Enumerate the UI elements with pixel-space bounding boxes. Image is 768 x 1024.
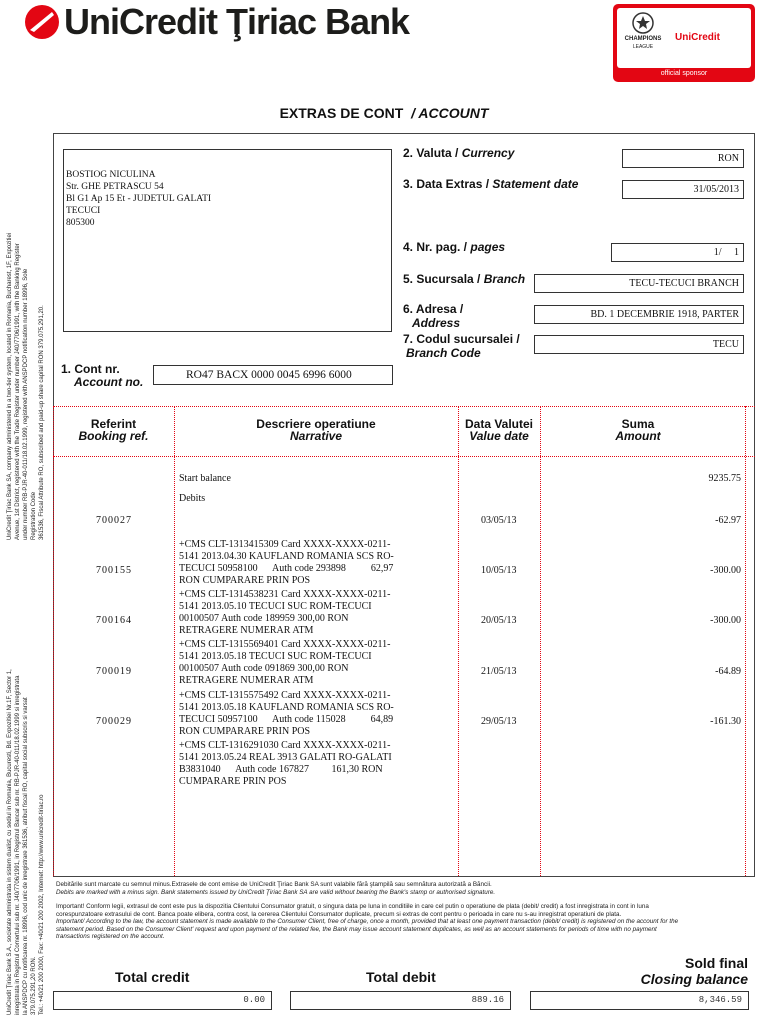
account-label: 1. Cont nr. Account no. <box>61 362 144 389</box>
debit-note: Debitările sunt marcate cu semnul minus.Extrasele de cont emise de UniCredit Ţiriac Bank SA sunt valabile fără ştampilă sau semnătura autorizată a Băncii. Debits are marked with a minus sign. Bank statements issued by UniCredit Ţiriac Bank SA are valid without bearing the Bank's stamp or authorised signature. <box>56 881 496 896</box>
table-header-rule <box>53 456 755 457</box>
sponsor-brand: UniCredit <box>675 32 720 43</box>
client-name: BOSTIOG NICULINA <box>66 170 156 180</box>
row-date: 29/05/13 <box>481 716 517 727</box>
bank-logo-icon <box>22 2 62 47</box>
row-ref: 700155 <box>96 565 132 576</box>
debits-label: Debits <box>179 493 206 504</box>
table-row <box>53 716 755 787</box>
header-booking-ref: Referint Booking ref. <box>78 417 149 443</box>
start-balance-amount: 9235.75 <box>708 473 741 484</box>
client-postcode: 805300 <box>66 218 95 228</box>
row-narrative: +CMS CLT-1313415309 Card XXXX-XXXX-0211- 5141 2013.04.30 KAUFLAND ROMANIA SCS RO- TECUCI 50958100 Auth code 293898 62,97 RON CUMPARARE PRIN POS <box>179 539 394 586</box>
header-amount: Suma Amount <box>615 417 661 443</box>
title-ro: EXTRAS DE CONT <box>279 105 404 121</box>
row-amount: -161.30 <box>710 716 741 727</box>
closing-balance-label: Sold final Closing balance <box>640 955 748 987</box>
total-credit-value: 0.00 <box>53 991 272 1010</box>
client-street: Str. GHE PETRASCU 54 <box>66 182 164 192</box>
row-narrative: +CMS CLT-1316291030 Card XXXX-XXXX-0211- 5141 2013.05.24 REAL 3913 GALATI RO-GALATI B3831040 Auth code 167827 161,30 RON CUMPARARE PRIN POS <box>179 740 392 787</box>
currency-value: RON <box>622 149 744 168</box>
row-ref: 700019 <box>96 666 132 677</box>
sponsor-caption: official sponsor <box>660 70 708 77</box>
row-amount: -64.89 <box>715 666 741 677</box>
row-amount: -300.00 <box>710 615 741 626</box>
row-ref: 700027 <box>96 515 132 526</box>
total-debit-value: 889.16 <box>290 991 511 1010</box>
pages-value: 1/ 1 <box>611 243 744 262</box>
branch-value: TECU-TECUCI BRANCH <box>534 274 744 293</box>
row-amount: -300.00 <box>710 565 741 576</box>
title-en: / ACCOUNT <box>411 105 489 121</box>
bank-name: UniCredit Ţiriac Bank <box>64 1 410 42</box>
client-building: Bl G1 Ap 15 Et - JUDETUL GALATI <box>66 194 212 204</box>
table-top-rule <box>53 406 755 407</box>
sponsor-competition: CHAMPIONS <box>624 36 662 42</box>
statement-date-value: 31/05/2013 <box>622 180 744 199</box>
client-address <box>66 169 211 229</box>
row-narrative: +CMS CLT-1315569401 Card XXXX-XXXX-0211- 5141 2013.05.18 TECUCI SUC ROM-TECUCI 00100507 Auth code 091869 300,00 RON RETRAGERE NUMERAR ATM <box>179 639 391 686</box>
starball-icon <box>631 11 655 35</box>
address-value: BD. 1 DECEMBRIE 1918, PARTER <box>534 305 744 324</box>
branch-code-value: TECU <box>534 335 744 354</box>
branch-code-label: 7. Codul sucursalei / Branch Code <box>403 332 520 360</box>
branch-label: 5. Sucursala / Branch <box>403 272 526 286</box>
header-narrative: Descriere operatiune Narrative <box>256 417 376 443</box>
important-note: Important! Conform legii, extrasul de cont este pus la dispozitia Clientului Consumator gratuit, o singura data pe luna in conditiile in care cel putin o operatiune de plata (debit/ credit) a fost inregistrata in cont in luna corespunzatoare extrasului de cont. Banca poate elibera, contra cost, la cererea Clientului Consumator duplicate, precum si extras de cont pentru o perioada in care nu s-au inregistrat operatiuni de plata. Important/ According to the law, the account statement is made available to the Consumer Client, free of charge, once a month, provided that at least one payment transaction (debit/ credit) is registered on the account for the statement period. Based on the Consumer Client' request and upon payment of the related fee, the Bank may issue account statement duplicates, as well as an account statements for periods of time with no payment transactions registered on the account. <box>56 903 679 940</box>
side-legal-en: UniCredit Ţiriac Bank SA, company administered in a two-tier system, located in Romania, Bucharest, 1F, Expozitiei Avenue, 1st District, registered with the Trade Register under number J40/7706/1991, with the Banking Register under number RB-PJR-40-011/18.02.1999, registered with ANSPDCP notification number 18996, Sole Registration Code 361536, Fiscal Attribute RO, subscribed and paid-up share capital RON 379.075.291,20. <box>7 232 45 540</box>
row-narrative: +CMS CLT-1314538231 Card XXXX-XXXX-0211- 5141 2013.05.10 TECUCI SUC ROM-TECUCI 00100507 Auth code 189959 300,00 RON RETRAGERE NUMERAR ATM <box>179 589 391 636</box>
row-amount: -62.97 <box>715 515 741 526</box>
closing-balance-value: 8,346.59 <box>530 991 749 1010</box>
sponsor-badge <box>613 4 755 82</box>
page-title <box>0 105 768 121</box>
client-city: TECUCI <box>66 206 101 216</box>
row-date: 20/05/13 <box>481 615 517 626</box>
pages-label: 4. Nr. pag. / pages <box>403 240 506 254</box>
row-date: 03/05/13 <box>481 515 517 526</box>
start-balance-label: Start balance <box>179 473 231 484</box>
row-ref: 700164 <box>96 615 132 626</box>
row-date: 10/05/13 <box>481 565 517 576</box>
row-narrative: +CMS CLT-1315575492 Card XXXX-XXXX-0211- 5141 2013.05.18 KAUFLAND ROMANIA SCS RO- TECUCI 50957100 Auth code 115028 64,89 RON CUMPARARE PRIN POS <box>179 690 394 737</box>
row-ref: 700029 <box>96 716 132 727</box>
client-address-box <box>63 149 392 332</box>
currency-label: 2. Valuta / Currency <box>403 146 515 160</box>
side-legal-ro: UniCredit Ţiriac Bank S.A., societate administrata in sistem dualist, cu sediul in Romania, Bucuresti, Bd. Expozitiei Nr.1F, Sector 1, inregistrata in Registrul Comertului sub nr. J40/7706/1991, in Registrul Bancar sub nr. RB-PJR-40-011/18.02.1999 si inregistrata la ANSPDCP cu notificarea nr. 18996, cod unic de inregistrare 361536, atribut fiscal RO, capital social subscris si varsat 379.075.291,20 RON. Tel.: +40/21 200 2000, Fax: +40/21 200 2002, Internet: http://www.unicredit-tiriac.ro <box>7 669 45 1015</box>
sponsor-league: LEAGUE <box>632 44 654 50</box>
statement-date-label: 3. Data Extras / Statement date <box>403 177 579 191</box>
account-value: RO47 BACX 0000 0045 6996 6000 <box>153 365 393 385</box>
row-date: 21/05/13 <box>481 666 517 677</box>
address-label: 6. Adresa / Address <box>403 302 464 330</box>
header-value-date: Data Valutei Value date <box>464 417 534 443</box>
total-credit-label: Total credit <box>115 969 190 985</box>
total-debit-label: Total debit <box>366 969 436 985</box>
